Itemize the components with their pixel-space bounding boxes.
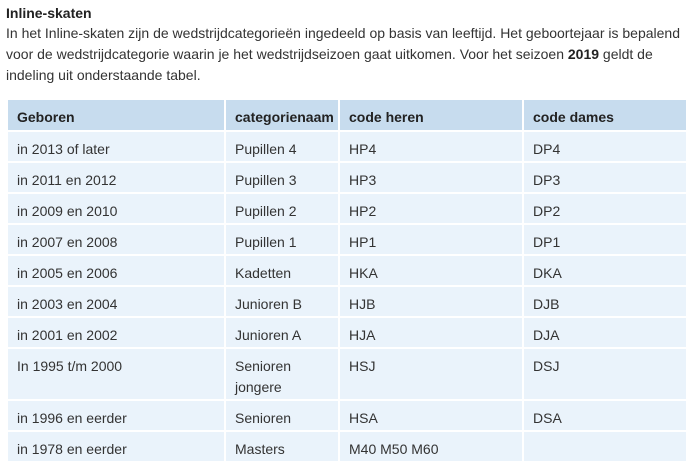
cell-geboren: in 2005 en 2006 [7, 255, 225, 286]
header-code-dames: code dames [523, 99, 687, 131]
cell-code-heren: HSJ [339, 348, 523, 400]
table-row [7, 193, 687, 224]
table-header-row [7, 99, 687, 131]
cell-geboren: in 1978 en eerder [7, 431, 225, 462]
cell-code-heren: HSA [339, 400, 523, 431]
cell-code-dames: DKA [523, 255, 687, 286]
cell-code-dames: DP4 [523, 131, 687, 162]
cell-code-dames: DJA [523, 317, 687, 348]
cell-categorienaam: Kadetten [225, 255, 339, 286]
intro-text-end: geldt de indeling uit onderstaande tabel. [6, 46, 653, 83]
section-title: Inline-skaten [6, 5, 92, 21]
cell-categorienaam: Pupillen 1 [225, 224, 339, 255]
cell-categorienaam: Senioren [225, 400, 339, 431]
category-table [6, 98, 688, 463]
intro-paragraph [6, 23, 690, 86]
cell-geboren: in 2007 en 2008 [7, 224, 225, 255]
cell-code-dames [523, 431, 687, 462]
table-row [7, 317, 687, 348]
cell-code-heren: HP2 [339, 193, 523, 224]
intro-text-start: In het Inline-skaten zijn de wedstrijdcategorieën ingedeeld op basis van leeftijd. Het geboortejaar is bepalend voor de wedstrijdcategorie waarin je het wedstrijdseizoen gaat uitkomen. Voor het seizoen [6, 25, 680, 62]
cell-categorienaam: Masters [225, 431, 339, 462]
cell-geboren: in 2011 en 2012 [7, 162, 225, 193]
cell-geboren: in 2001 en 2002 [7, 317, 225, 348]
cell-code-dames: DSA [523, 400, 687, 431]
cell-code-heren: HP1 [339, 224, 523, 255]
cell-geboren: in 2009 en 2010 [7, 193, 225, 224]
cell-code-dames: DJB [523, 286, 687, 317]
cell-geboren: in 1996 en eerder [7, 400, 225, 431]
table-row [7, 400, 687, 431]
cell-geboren: in 2003 en 2004 [7, 286, 225, 317]
table-row [7, 162, 687, 193]
cell-code-heren: HJA [339, 317, 523, 348]
header-geboren: Geboren [7, 99, 225, 131]
table-row [7, 348, 687, 400]
header-categorienaam: categorienaam [225, 99, 339, 131]
table-row [7, 131, 687, 162]
table-row [7, 431, 687, 462]
header-code-heren: code heren [339, 99, 523, 131]
season-year: 2019 [567, 46, 600, 62]
cell-code-heren: HP3 [339, 162, 523, 193]
table-row [7, 286, 687, 317]
cell-geboren: In 1995 t/m 2000 [7, 348, 225, 400]
cell-geboren: in 2013 of later [7, 131, 225, 162]
cell-categorienaam: Pupillen 4 [225, 131, 339, 162]
cell-categorienaam: Junioren A [225, 317, 339, 348]
cell-code-heren: HKA [339, 255, 523, 286]
cell-categorienaam: Junioren B [225, 286, 339, 317]
table-row [7, 255, 687, 286]
cell-code-heren: HP4 [339, 131, 523, 162]
table-row [7, 224, 687, 255]
cell-code-dames: DP3 [523, 162, 687, 193]
cell-categorienaam: Pupillen 2 [225, 193, 339, 224]
cell-code-heren: M40 M50 M60 [339, 431, 523, 462]
cell-code-heren: HJB [339, 286, 523, 317]
cell-code-dames: DP2 [523, 193, 687, 224]
cell-categorienaam: Pupillen 3 [225, 162, 339, 193]
cell-code-dames: DSJ [523, 348, 687, 400]
cell-code-dames: DP1 [523, 224, 687, 255]
cell-categorienaam: Senioren jongere [225, 348, 339, 400]
